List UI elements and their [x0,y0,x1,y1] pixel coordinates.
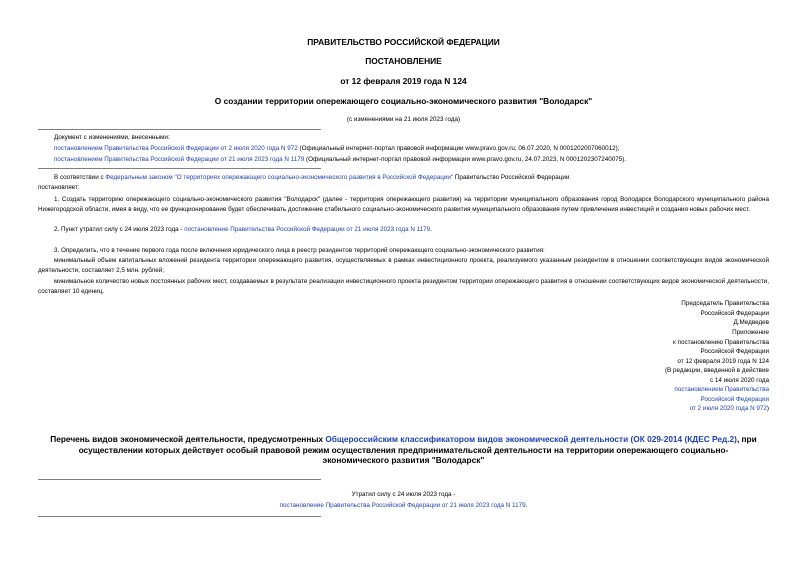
document-title: О создании территории опережающего социально-экономического развития "Володарск" [214,96,593,106]
divider [38,479,321,480]
okved-link[interactable]: Общероссийским классификатором видов экономической деятельности (ОК 029-2014 (КДЕС Ред.2) [325,434,737,444]
amended-note: (с изменениями на 21 июля 2023 года) [346,116,461,123]
change-link-2023[interactable]: постановлением Правительства Российской Федерации от 21 июля 2023 года N 1179 [54,156,305,163]
paragraph-3b: минимальное количество новых постоянных рабочих мест, создаваемых в результате реализации инвестиционного проекта резидентом территории опережающего развития в отношении соответствующих видов экономической деятельности, составляет 10 единиц. [38,278,769,295]
appendix-link-line2[interactable]: Российской Федерации [700,395,769,403]
paragraph-3a: минимальный объем капитальных вложений резидента территории опережающего развития, осуществляемых в рамках инвестиционного проекта, реализуемого указанным резидентом в отношении соответствующих видов экономической деятельности, составляет 2,5 млн. рублей; [38,257,769,274]
changes-block [54,133,774,164]
appendix-block: Приложение к постановлению Правительства Российской Федерации от 12 февраля 2019 года N 124 (В редакции, введенной в действие с 14 июля 2020 года постановлением Правительства Российской Федерации от 2 июля 2020 года N 972) [664,329,769,412]
change-item-2: постановлением Правительства Российской Федерации от 21 июля 2023 года N 1179 (Официальный интернет-портал правовой информации www.pravo.gov.ru, 24.07.2023, N 0001202307240075). [54,156,627,163]
footer-repeal-note: Утратил силу с 24 июля 2023 года - [351,491,456,498]
footer-repeal-link[interactable]: постановление Правительства Российской Федерации от 21 июля 2023 года N 1179 [279,502,526,509]
appendix-link-line3[interactable]: от 2 июля 2020 года N 972 [689,405,767,412]
list-title: Перечень видов экономической деятельности, предусмотренных Общероссийским классификатором видов экономической деятельности (ОК 029-2014 (КДЕС Ред.2), при осуществлении которых действует особый правовой режим осуществления предпринимательской деятельности на территории опережающего социально-экономического развития "Володарск" [50,434,757,466]
appendix-link-line1[interactable]: постановлением Правительства [674,386,769,393]
date-number: от 12 февраля 2019 года N 124 [340,76,467,86]
divider [38,516,321,517]
appendix-label: Приложение [732,329,769,336]
divider [38,129,321,130]
divider [38,168,321,169]
footer-repeal-line: постановление Правительства Российской Федерации от 21 июля 2023 года N 1179. [279,502,528,509]
paragraph-3: 3. Определить, что в течение первого года после включения юридического лица в реестр резидентов территорий опережающего социально-экономического развития: [54,247,545,254]
paragraph-1: 1. Создать территорию опережающего социально-экономического развития "Володарск" (далее - территория опережающего развития) на территории муниципального образования город Володарск Володарского муниципального района Нижегородской области, имея в виду, что ее функционирование будет обеспечивать достижение стабильного социально-экономического развития муниципального образования путем привлечения инвестиций и создания новых рабочих мест. [38,196,769,213]
preamble: В соответствии с Федеральным законом "О территориях опережающего социально-экономического развития в Российской Федерации" Правительство Российской Федерации постановляет: [38,173,769,192]
signature-position: Председатель Правительства [681,300,769,307]
signatory-name: Д.Медведев [733,319,769,326]
repeal-link[interactable]: постановление Правительства Российской Федерации от 21 июля 2023 года N 1179 [184,226,431,233]
change-item-1: постановлением Правительства Российской Федерации от 2 июля 2020 года N 972 (Официальный интернет-портал правовой информации www.pravo.gov.ru, 06.07.2020, N 0001202007060012); [54,145,620,152]
decrees-word: постановляет: [38,183,80,191]
doc-type-heading: ПОСТАНОВЛЕНИЕ [365,56,442,66]
federal-law-link[interactable]: Федеральным законом "О территориях опережающего социально-экономического развития в Российской Федерации" [105,174,454,181]
government-heading: ПРАВИТЕЛЬСТВО РОССИЙСКОЙ ФЕДЕРАЦИИ [307,37,500,47]
paragraph-2: 2. Пункт утратил силу с 24 июля 2023 года - постановление Правительства Российской Федерации от 21 июля 2023 года N 1179. [54,226,432,233]
changes-intro: Документ с изменениями, внесенными: [54,134,170,141]
change-link-2020[interactable]: постановлением Правительства Российской Федерации от 2 июля 2020 года N 972 [54,145,298,152]
signature-block: Председатель Правительства Российской Федерации Д.Медведев [681,300,769,326]
